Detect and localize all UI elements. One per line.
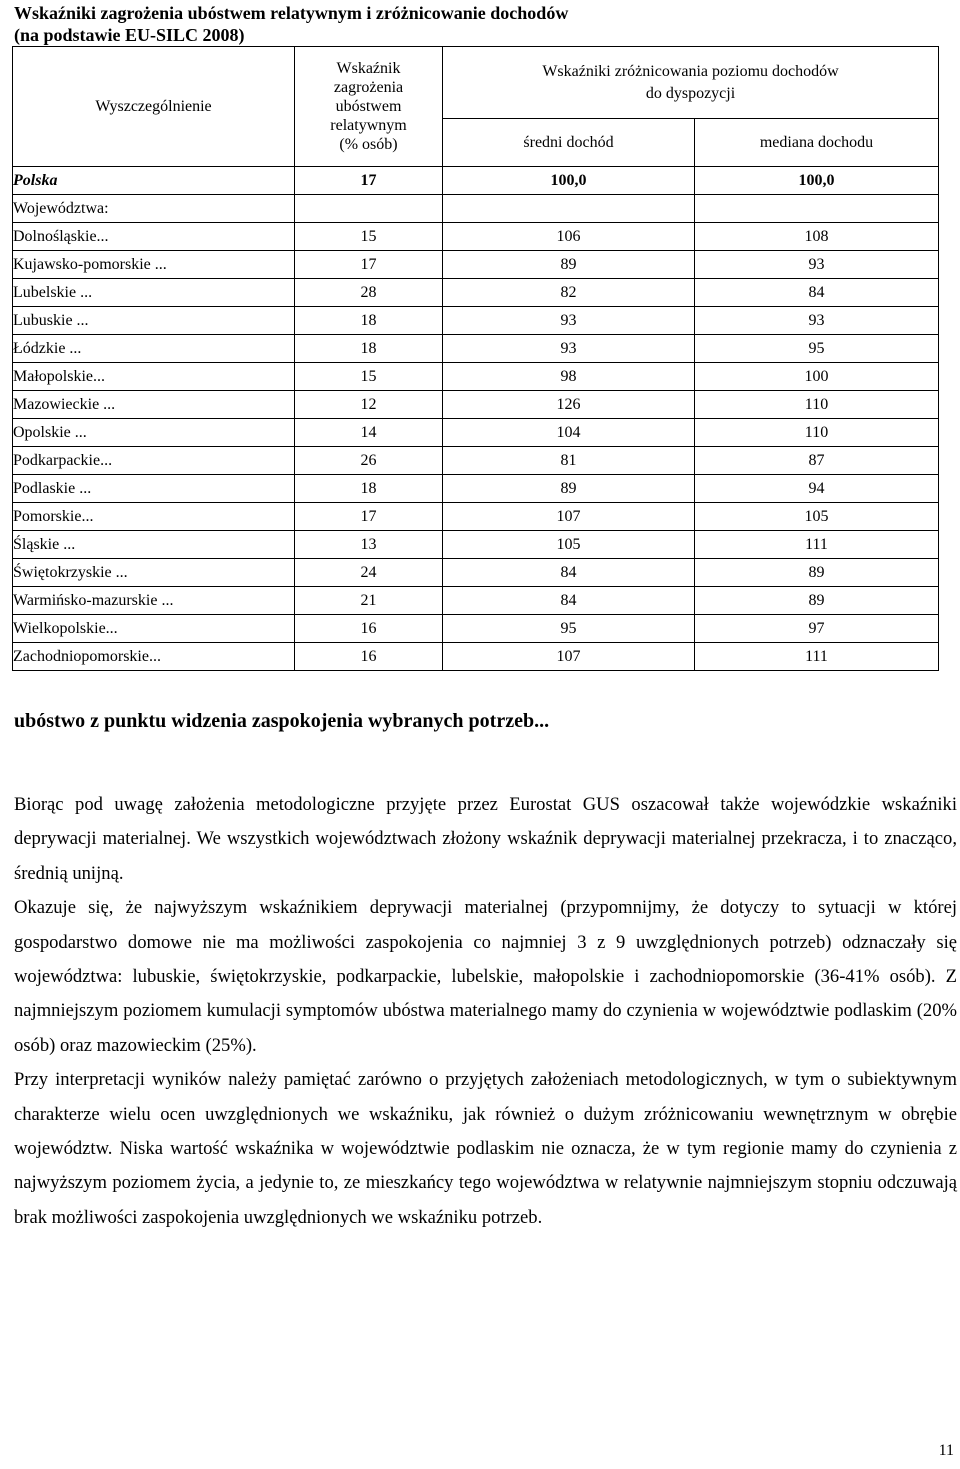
header-group-line: do dyspozycji (645, 84, 736, 102)
paragraph: Przy interpretacji wyników należy pamiętać zarówno o przyjętych założeniach metodologicznych, w tym o subiektywnym charakterze wielu ocen uwzględnionych we wskaźniku, jak również o dużym zróżnicowaniu wewnętrznym w obrębie województw. Niska wartość wskaźnika w województwie podlaskim nie oznacza, że w tym regionie mamy do czynienia z najwyższym poziomem życia, a jedynie to, ze mieszkańcy tego województwa w relatywnie najmniejszym stopniu odczuwają brak możliwości zaspokojenia uwzględnionych we wskaźniku potrzeb. (14, 1069, 957, 1228)
median-income-cell: 93 (695, 251, 939, 279)
mean-income-cell: 93 (443, 307, 695, 335)
region-name-cell: Opolskie ... (13, 419, 295, 447)
region-name-cell: Dolnośląskie... (13, 223, 295, 251)
poverty-rate-cell: 18 (295, 307, 443, 335)
body-text (14, 788, 957, 1235)
mean-income-cell: 89 (443, 251, 695, 279)
mean-income-cell: 84 (443, 587, 695, 615)
mean-income-cell: 84 (443, 559, 695, 587)
title-line-1: Wskaźniki zagrożenia ubóstwem relatywnym i zróżnicowanie dochodów (14, 3, 569, 23)
table-row (13, 615, 939, 643)
median-income-cell: 108 (695, 223, 939, 251)
header-poverty-line: Wskaźnik (336, 60, 401, 77)
table-row (13, 279, 939, 307)
mean-income-cell: 89 (443, 475, 695, 503)
poverty-rate-cell: 14 (295, 419, 443, 447)
median-income-cell: 89 (695, 559, 939, 587)
poverty-rate-cell: 12 (295, 391, 443, 419)
header-poverty-line: zagrożenia (333, 79, 404, 96)
table-row (13, 363, 939, 391)
table-row (13, 335, 939, 363)
mean-income-cell: 106 (443, 223, 695, 251)
mean-income-cell: 82 (443, 279, 695, 307)
mean-income-cell: 81 (443, 447, 695, 475)
paragraph: Biorąc pod uwagę założenia metodologiczne przyjęte przez Eurostat GUS oszacował także wojewódzkie wskaźniki deprywacji materialnej. We wszystkich województwach złożony wskaźnik deprywacji materialnej przekracza, i to znacząco, średnią unijną. (14, 794, 957, 884)
page-number: 11 (938, 1442, 954, 1459)
table-row (13, 559, 939, 587)
header-poverty-line: (% osób) (339, 136, 398, 153)
poverty-rate-cell: 18 (295, 335, 443, 363)
section-heading: ubóstwo z punktu widzenia zaspokojenia wybranych potrzeb... (14, 710, 550, 732)
median-income-cell: 87 (695, 447, 939, 475)
poverty-rate-cell: 17 (295, 167, 443, 195)
median-income-cell: 84 (695, 279, 939, 307)
poverty-rate-cell: 15 (295, 223, 443, 251)
region-name-cell: Małopolskie... (13, 363, 295, 391)
mean-income-cell: 126 (443, 391, 695, 419)
header-median-income: mediana dochodu (695, 119, 939, 167)
median-income-cell: 93 (695, 307, 939, 335)
mean-income-cell: 100,0 (443, 167, 695, 195)
region-name-cell: Podlaskie ... (13, 475, 295, 503)
poverty-rate-cell: 24 (295, 559, 443, 587)
header-poverty-rate (295, 47, 443, 167)
page-title (14, 2, 934, 46)
median-income-cell: 110 (695, 391, 939, 419)
median-income-cell: 100,0 (695, 167, 939, 195)
header-poverty-line: ubóstwem (335, 98, 402, 115)
poverty-rate-cell: 28 (295, 279, 443, 307)
table-row (13, 587, 939, 615)
region-name-cell: Kujawsko-pomorskie ... (13, 251, 295, 279)
median-income-cell: 100 (695, 363, 939, 391)
median-income-cell: 111 (695, 531, 939, 559)
title-line-2: (na podstawie EU-SILC 2008) (14, 25, 245, 45)
mean-income-cell: 93 (443, 335, 695, 363)
region-name-cell: Lubelskie ... (13, 279, 295, 307)
table-row (13, 307, 939, 335)
mean-income-cell: 104 (443, 419, 695, 447)
region-name-cell: Śląskie ... (13, 531, 295, 559)
mean-income-cell: 107 (443, 503, 695, 531)
poverty-rate-cell: 16 (295, 615, 443, 643)
median-income-cell: 95 (695, 335, 939, 363)
table-row (13, 643, 939, 671)
median-income-cell: 111 (695, 643, 939, 671)
table-row (13, 503, 939, 531)
region-name-cell: Województwa: (13, 195, 295, 223)
mean-income-cell: 95 (443, 615, 695, 643)
header-income-differentiation (443, 47, 939, 119)
table-row (13, 419, 939, 447)
poverty-rate-cell: 26 (295, 447, 443, 475)
region-name-cell: Podkarpackie... (13, 447, 295, 475)
poverty-rate-cell: 16 (295, 643, 443, 671)
region-name-cell: Zachodniopomorskie... (13, 643, 295, 671)
region-name-cell: Świętokrzyskie ... (13, 559, 295, 587)
table-row (13, 167, 939, 195)
poverty-rate-cell: 15 (295, 363, 443, 391)
poverty-rate-cell: 13 (295, 531, 443, 559)
mean-income-cell: 98 (443, 363, 695, 391)
table-row (13, 251, 939, 279)
region-name-cell: Łódzkie ... (13, 335, 295, 363)
mean-income-cell: 105 (443, 531, 695, 559)
poverty-rate-cell: 17 (295, 503, 443, 531)
header-poverty-line: relatywnym (330, 117, 407, 134)
region-name-cell: Polska (13, 167, 295, 195)
poverty-rate-cell: 18 (295, 475, 443, 503)
region-name-cell: Warmińsko-mazurskie ... (13, 587, 295, 615)
mean-income-cell (443, 195, 695, 223)
poverty-rate-cell: 17 (295, 251, 443, 279)
table-row (13, 223, 939, 251)
poverty-income-table (12, 46, 939, 671)
poverty-rate-cell (295, 195, 443, 223)
median-income-cell (695, 195, 939, 223)
table-row (13, 195, 939, 223)
median-income-cell: 105 (695, 503, 939, 531)
table-row (13, 531, 939, 559)
header-mean-income: średni dochód (443, 119, 695, 167)
table-row (13, 447, 939, 475)
poverty-rate-cell: 21 (295, 587, 443, 615)
median-income-cell: 89 (695, 587, 939, 615)
paragraph: Okazuje się, że najwyższym wskaźnikiem deprywacji materialnej (przypomnijmy, że dotyczy to sytuacji w której gospodarstwo domowe nie ma możliwości zaspokojenia co najmniej 3 z 9 uwzględnionych potrzeb) odznaczały się województwa: lubuskie, świętokrzyskie, podkarpackie, lubelskie, małopolskie i zachodniopomorskie (36-41% osób). Z najmniejszym poziomem kumulacji symptomów ubóstwa materialnego mamy do czynienia w województwie podlaskim (20% osób) oraz mazowieckim (25%). (14, 897, 957, 1056)
mean-income-cell: 107 (443, 643, 695, 671)
header-specification: Wyszczególnienie (13, 47, 295, 167)
region-name-cell: Wielkopolskie... (13, 615, 295, 643)
region-name-cell: Mazowieckie ... (13, 391, 295, 419)
table-row (13, 391, 939, 419)
median-income-cell: 94 (695, 475, 939, 503)
table-row (13, 475, 939, 503)
median-income-cell: 97 (695, 615, 939, 643)
median-income-cell: 110 (695, 419, 939, 447)
region-name-cell: Pomorskie... (13, 503, 295, 531)
region-name-cell: Lubuskie ... (13, 307, 295, 335)
header-group-line: Wskaźniki zróżnicowania poziomu dochodów (542, 62, 839, 80)
table-body (13, 167, 939, 671)
